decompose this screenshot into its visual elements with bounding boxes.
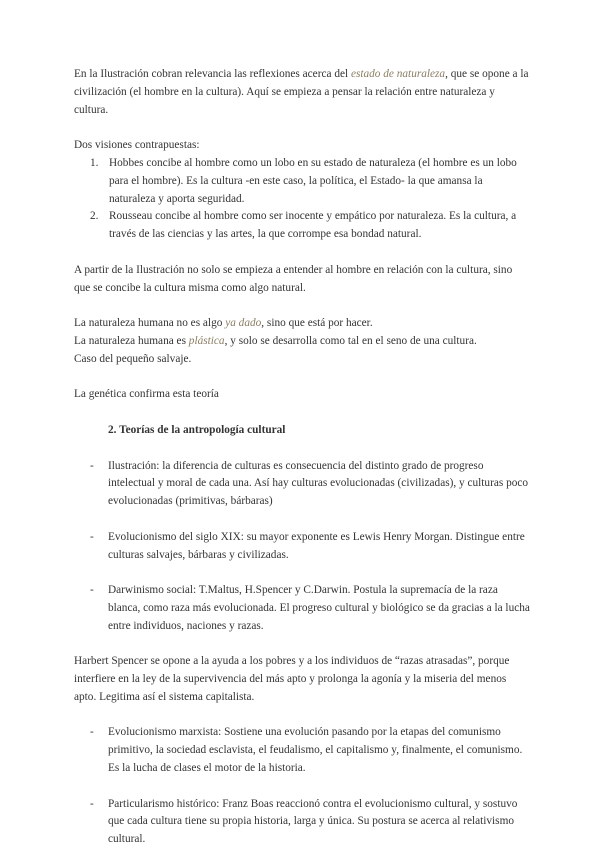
- intro-text-b: , que se opone a la civilización (el hombre en la cultura). Aquí se empieza a pensar la relación entre naturaleza y cultura.: [74, 68, 529, 116]
- visiones-item: [74, 208, 530, 244]
- teoria-text: Darwinismo social: T.Maltus, H.Spencer y C.Darwin. Postula la supremacía de la raza blanca, como raza más evolucionada. El progreso cultural y biológico se da gracias a la lucha entre individuos, naciones y razas.: [108, 584, 530, 632]
- ilustracion-paragraph: A partir de la Ilustración no solo se empieza a entender al hombre en relación con la cultura, sino que se concibe la cultura misma como algo natural.: [74, 263, 513, 294]
- list-item-text: Rousseau concibe al hombre como ser inocente y empático por naturaleza. Es la cultura, a través de las ciencias y las artes, la que corrompe esa bondad natural.: [109, 210, 517, 241]
- genetica-line: La genética confirma esta teoría: [74, 388, 219, 401]
- naturaleza-text: La naturaleza humana es: [74, 334, 189, 347]
- naturaleza-line-2: [74, 333, 530, 351]
- teoria-item: [74, 724, 530, 777]
- teoria-item: [74, 529, 530, 565]
- dash-marker: -: [90, 584, 94, 597]
- teoria-item: [74, 796, 530, 849]
- naturaleza-text: , y solo se desarrolla como tal en el seno de una cultura.: [224, 334, 477, 347]
- dash-marker: -: [90, 530, 94, 543]
- naturaleza-line-3: Caso del pequeño salvaje.: [74, 352, 192, 365]
- list-item-text: Hobbes concibe al hombre como un lobo en su estado de naturaleza (el hombre es un lobo para el hombre). Es la cultura -en este caso, la política, el Estado- la que amansa la naturaleza y aporta seguridad.: [109, 156, 517, 205]
- list-number: 2.: [90, 210, 99, 223]
- teoria-text: Evolucionismo del siglo XIX: su mayor exponente es Lewis Henry Morgan. Distingue entre culturas salvajes, bárbaras y civilizadas.: [108, 530, 525, 561]
- naturaleza-text: La naturaleza humana no es algo: [74, 317, 226, 330]
- teoria-item: [74, 458, 530, 511]
- dash-marker: -: [90, 459, 94, 472]
- list-number: 1.: [90, 156, 99, 169]
- naturaleza-emphasis: ya dado: [225, 317, 262, 330]
- visiones-title: Dos visiones contrapuestas:: [74, 139, 200, 152]
- dash-marker: -: [90, 726, 94, 739]
- spencer-paragraph: Harbert Spencer se opone a la ayuda a los pobres y a los individuos de “razas atrasadas”, porque interfiere en la ley de la supervivencia del más apto y prolonga la agonía y la miseria del menos apto. Legitima así el sistema capitalista.: [74, 655, 510, 703]
- visiones-list: [74, 155, 530, 244]
- teoria-text: Evolucionismo marxista: Sostiene una evolución pasando por la etapas del comunismo primitivo, la sociedad esclavista, el feudalismo, el capitalismo y, finalmente, el comunismo. Es la lucha de clases el motor de la historia.: [108, 726, 523, 775]
- intro-emphasis: estado de naturaleza: [350, 68, 446, 80]
- naturaleza-text: , sino que está por hacer.: [261, 317, 373, 330]
- section-heading: 2. Teorías de la antropología cultural: [108, 423, 286, 436]
- intro-paragraph: [74, 66, 530, 119]
- naturaleza-emphasis: plástica: [188, 334, 225, 347]
- teoria-text: Particularismo histórico: Franz Boas reaccionó contra el evolucionismo cultural, y sostuvo que cada cultura tiene su propia historia, larga y única. Su postura se acerca al relativismo cultural.: [108, 797, 518, 846]
- naturaleza-line-1: [74, 315, 530, 333]
- intro-text-a: En la Ilustración cobran relevancia las reflexiones acerca del: [74, 68, 351, 80]
- teoria-text: Ilustración: la diferencia de culturas es consecuencia del distinto grado de progreso intelectual y moral de cada una. Así hay culturas evolucionadas (civilizadas), y culturas poco evolucionadas (primitivas, bárbaras): [108, 459, 529, 508]
- dash-marker: -: [90, 797, 94, 810]
- teoria-item: [74, 582, 530, 635]
- visiones-item: [74, 155, 530, 208]
